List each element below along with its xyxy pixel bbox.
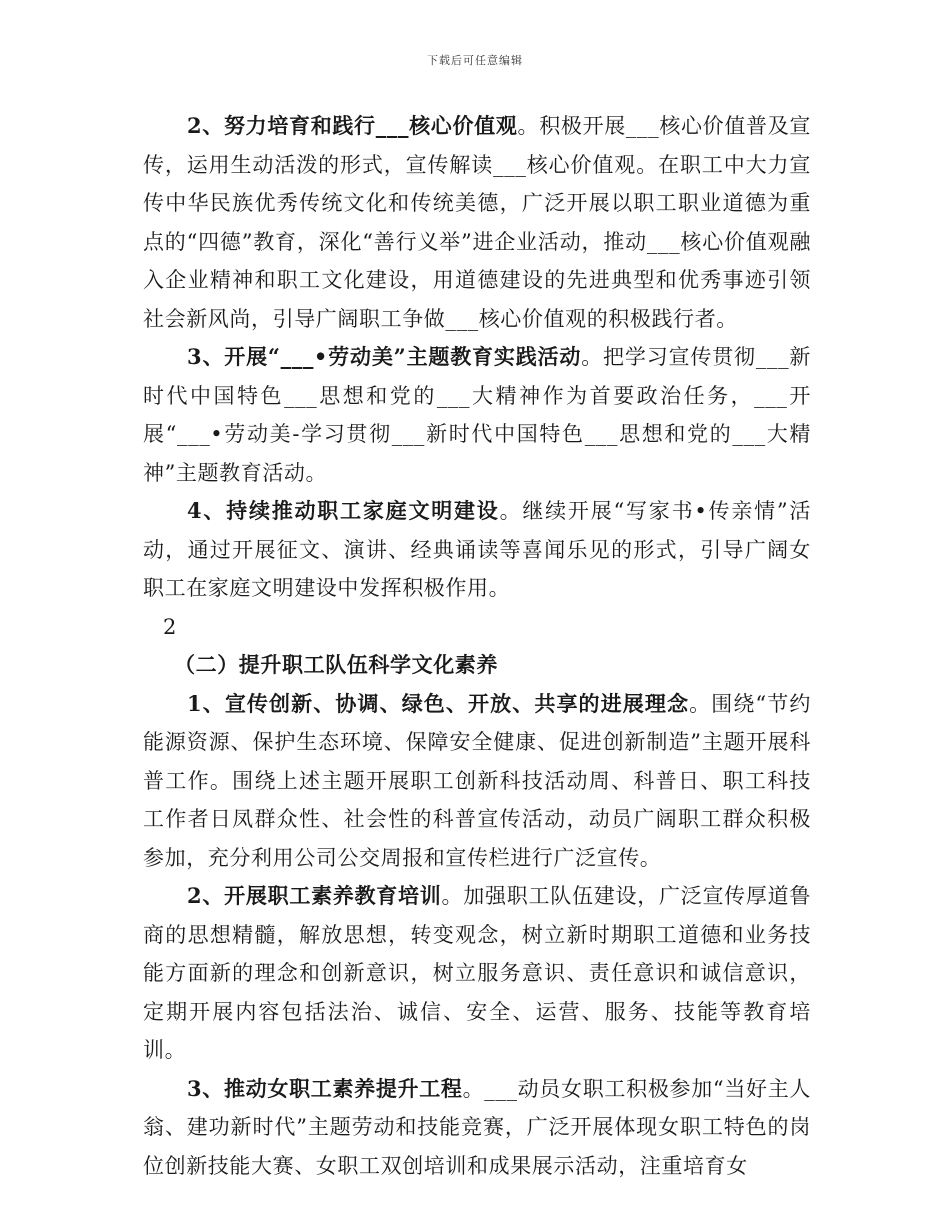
paragraph: [143, 338, 811, 492]
page-number-text: 2: [163, 614, 177, 639]
paragraph-body: 。围绕“节约能源资源、保护生态环境、保障安全健康、促进创新制造”主题开展科普工作。围绕上述主题开展职工创新科技活动周、科普日、职工科技工作者日凤群众性、社会性的科普宣传活动，动员广阔职工群众积极参加，充分利用公司公交周报和宣传栏进行广泛宣传。: [143, 691, 811, 870]
paragraph: [143, 1070, 811, 1186]
paragraph-lead: 2、开展职工素养教育培训: [187, 883, 442, 908]
paragraph-body: 。加强职工队伍建设，广泛宣传厚道鲁商的思想精髓，解放思想，转变观念，树立新时期职工道德和业务技能方面新的理念和创新意识，树立服务意识、责任意识和诚信意识，定期开展内容包括法治、诚信、安全、运营、服务、技能等教育培训。: [143, 884, 812, 1062]
section-heading: （二）提升职工队伍科学文化素养: [174, 652, 498, 677]
paragraph-body: 。___动员女职工积极参加“当好主人翁、建功新时代”主题劳动和技能竞赛，广泛开展体现女职工特色的岗位创新技能大赛、女职工双创培训和成果展示活动，注重培育女: [143, 1076, 811, 1178]
paragraph: [143, 492, 811, 608]
paragraph: [143, 685, 811, 878]
paragraph-lead: 1、宣传创新、协调、绿色、开放、共享的进展理念: [187, 690, 690, 716]
paragraph-body: 。把学习宣传贯彻___新时代中国特色___思想和党的___大精神作为首要政治任务，___开展“___•劳动美-学习贯彻___新时代中国特色___思想和党的___大精神”主题教育活动。: [143, 345, 811, 485]
paragraph: [143, 877, 811, 1070]
paragraph-body: 。积极开展___核心价值普及宣传，运用生动活泼的形式，宣传解读___核心价值观。在职工中大力宣传中华民族优秀传统文化和传统美德，广泛开展以职工职业道德为重点的“四德”教育，深化“善行义举”进企业活动，推动___核心价值观融入企业精神和职工文化建设，用道德建设的先进典型和优秀事迹引领社会新风尚，引导广阔职工争做___核心价值观的积极践行者。: [143, 114, 812, 331]
paragraph-lead: 4、持续推动职工家庭文明建设: [187, 498, 500, 523]
paragraph-lead: 3、开展“___•劳动美”主题教育实践活动: [187, 344, 582, 369]
paragraph-body: 。继续开展“写家书•传亲情”活动，通过开展征文、演讲、经典诵读等喜闻乐见的形式，引导广阔女职工在家庭文明建设中发挥积极作用。: [143, 499, 811, 600]
document-body: [143, 107, 811, 1185]
paragraph: [143, 107, 811, 338]
page-header: 下载后可任意编辑: [427, 54, 523, 67]
paragraph-lead: 3、推动女职工素养提升工程: [187, 1075, 463, 1101]
paragraph-lead: 2、努力培育和践行___核心价值观: [187, 113, 518, 138]
